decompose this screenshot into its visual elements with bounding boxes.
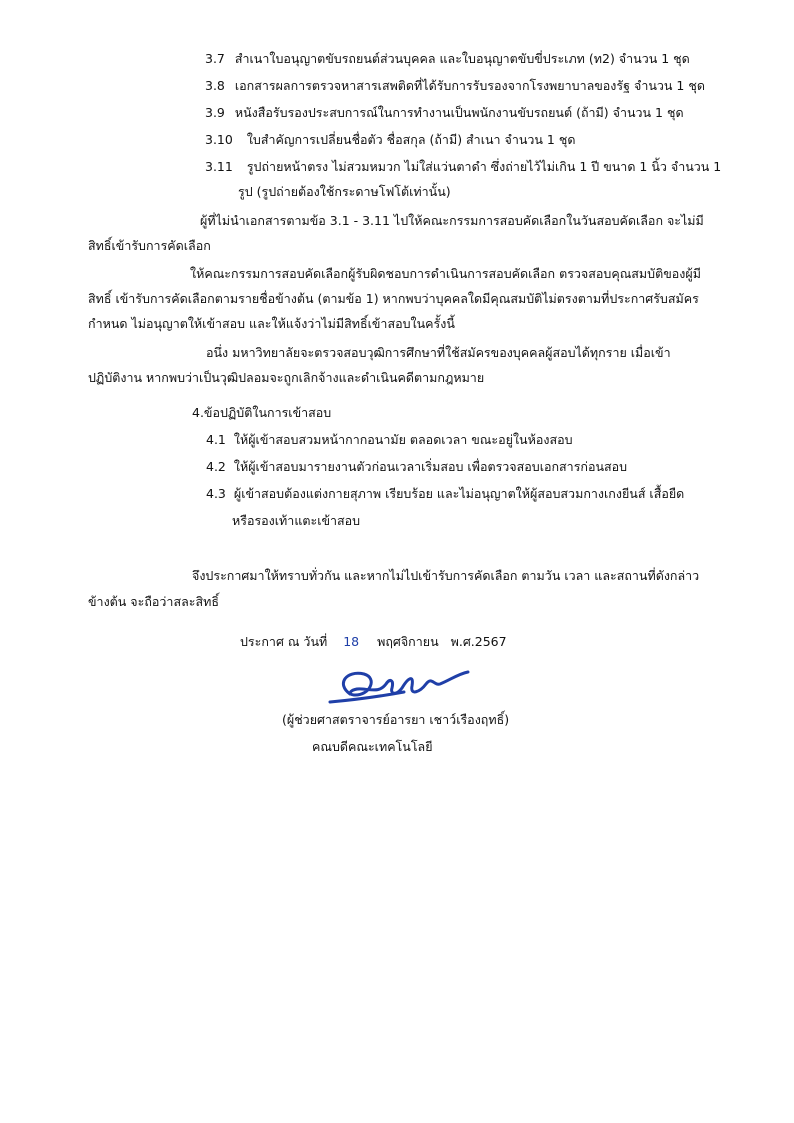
paragraph-1-line-1: ผู้ที่ไม่นำเอกสารตามข้อ 3.1 - 3.11 ไปให้คณะกรรมการสอบคัดเลือกในวันสอบคัดเลือก จะไม่มี — [200, 213, 704, 228]
section-4-heading: 4.ข้อปฏิบัติในการเข้าสอบ — [192, 405, 332, 420]
signer-name: (ผู้ช่วยศาสตราจารย์อารยา เชาว์เรืองฤทธิ์) — [282, 712, 510, 727]
item-number: 3.10 — [205, 132, 233, 147]
signer-position: คณบดีคณะเทคโนโลยี — [312, 739, 433, 754]
item-4-2 — [206, 457, 627, 477]
item-text: เอกสารผลการตรวจหาสารเสพติดที่ได้รับการรับรองจากโรงพยาบาลของรัฐ จำนวน 1 ชุด — [234, 78, 705, 93]
item-3-11-continued: รูป (รูปถ่ายต้องใช้กระดาษโฟโต้เท่านั้น) — [238, 184, 451, 199]
announce-month: พฤศจิกายน — [377, 634, 439, 649]
item-4-1 — [206, 430, 573, 450]
paragraph-2-line-3: กำหนด ไม่อนุญาตให้เข้าสอบ และให้แจ้งว่าไม่มีสิทธิ์เข้าสอบในครั้งนี้ — [88, 316, 455, 331]
item-number: 4.3 — [206, 486, 226, 501]
paragraph-2-line-2: สิทธิ์ เข้ารับการคัดเลือกตามรายชื่อข้างต้น (ตามข้อ 1) หากพบว่าบุคคลใดมีคุณสมบัติไม่ตรงตามที่ประกาศรับสมัคร — [88, 291, 699, 306]
announce-day: 18 — [343, 634, 360, 649]
paragraph-3-line-2: ปฏิบัติงาน หากพบว่าเป็นวุฒิปลอมจะถูกเลิกจ้างและดำเนินคดีตามกฎหมาย — [88, 370, 485, 385]
closing-line-1: จึงประกาศมาให้ทราบทั่วกัน และหากไม่ไปเข้ารับการคัดเลือก ตามวัน เวลา และสถานที่ดังกล่าว — [192, 568, 700, 583]
item-3-9 — [205, 103, 684, 123]
item-text: ผู้เข้าสอบต้องแต่งกายสุภาพ เรียบร้อย และไม่อนุญาตให้ผู้สอบสวมกางเกงยีนส์ เสื้อยืด — [233, 486, 685, 501]
item-3-10 — [205, 130, 575, 150]
item-3-11 — [205, 157, 721, 177]
item-text: ให้ผู้เข้าสอบมารายงานตัวก่อนเวลาเริ่มสอบ เพื่อตรวจสอบเอกสารก่อนสอบ — [233, 459, 628, 474]
item-4-3 — [206, 484, 684, 504]
item-3-8 — [205, 76, 705, 96]
announce-prefix: ประกาศ ณ วันที่ — [240, 634, 328, 649]
paragraph-3-line-1: อนึ่ง มหาวิทยาลัยจะตรวจสอบวุฒิการศึกษาที่ใช้สมัครของบุคคลผู้สอบได้ทุกราย เมื่อเข้า — [206, 345, 671, 360]
closing-line-2: ข้างต้น จะถือว่าสละสิทธิ์ — [88, 594, 219, 609]
item-4-3-continued: หรือรองเท้าแตะเข้าสอบ — [232, 513, 361, 528]
item-number: 4.1 — [206, 432, 226, 447]
item-number: 3.9 — [205, 105, 225, 120]
item-number: 4.2 — [206, 459, 226, 474]
item-3-7 — [205, 49, 690, 69]
paragraph-2-line-1: ให้คณะกรรมการสอบคัดเลือกผู้รับผิดชอบการดำเนินการสอบคัดเลือก ตรวจสอบคุณสมบัติของผู้มี — [190, 266, 701, 281]
paragraph-1-line-2: สิทธิ์เข้ารับการคัดเลือก — [88, 238, 211, 253]
item-text: สำเนาใบอนุญาตขับรถยนต์ส่วนบุคคล และใบอนุญาตขับขี่ประเภท (ท2) จำนวน 1 ชุด — [234, 51, 690, 66]
announce-year: พ.ศ.2567 — [450, 634, 507, 649]
item-text: หนังสือรับรองประสบการณ์ในการทำงานเป็นพนักงานขับรถยนต์ (ถ้ามี) จำนวน 1 ชุด — [234, 105, 684, 120]
announcement-date — [240, 632, 507, 652]
item-text: รูปถ่ายหน้าตรง ไม่สวมหมวก ไม่ใส่แว่นตาดำ ซึ่งถ่ายไว้ไม่เกิน 1 ปี ขนาด 1 นิ้ว จำนวน 1 — [246, 159, 722, 174]
item-number: 3.7 — [205, 51, 225, 66]
item-text: ใบสำคัญการเปลี่ยนชื่อตัว ชื่อสกุล (ถ้ามี) สำเนา จำนวน 1 ชุด — [246, 132, 576, 147]
signature-image — [322, 662, 472, 710]
item-number: 3.11 — [205, 159, 233, 174]
item-text: ให้ผู้เข้าสอบสวมหน้ากากอนามัย ตลอดเวลา ขณะอยู่ในห้องสอบ — [233, 432, 573, 447]
item-number: 3.8 — [205, 78, 225, 93]
